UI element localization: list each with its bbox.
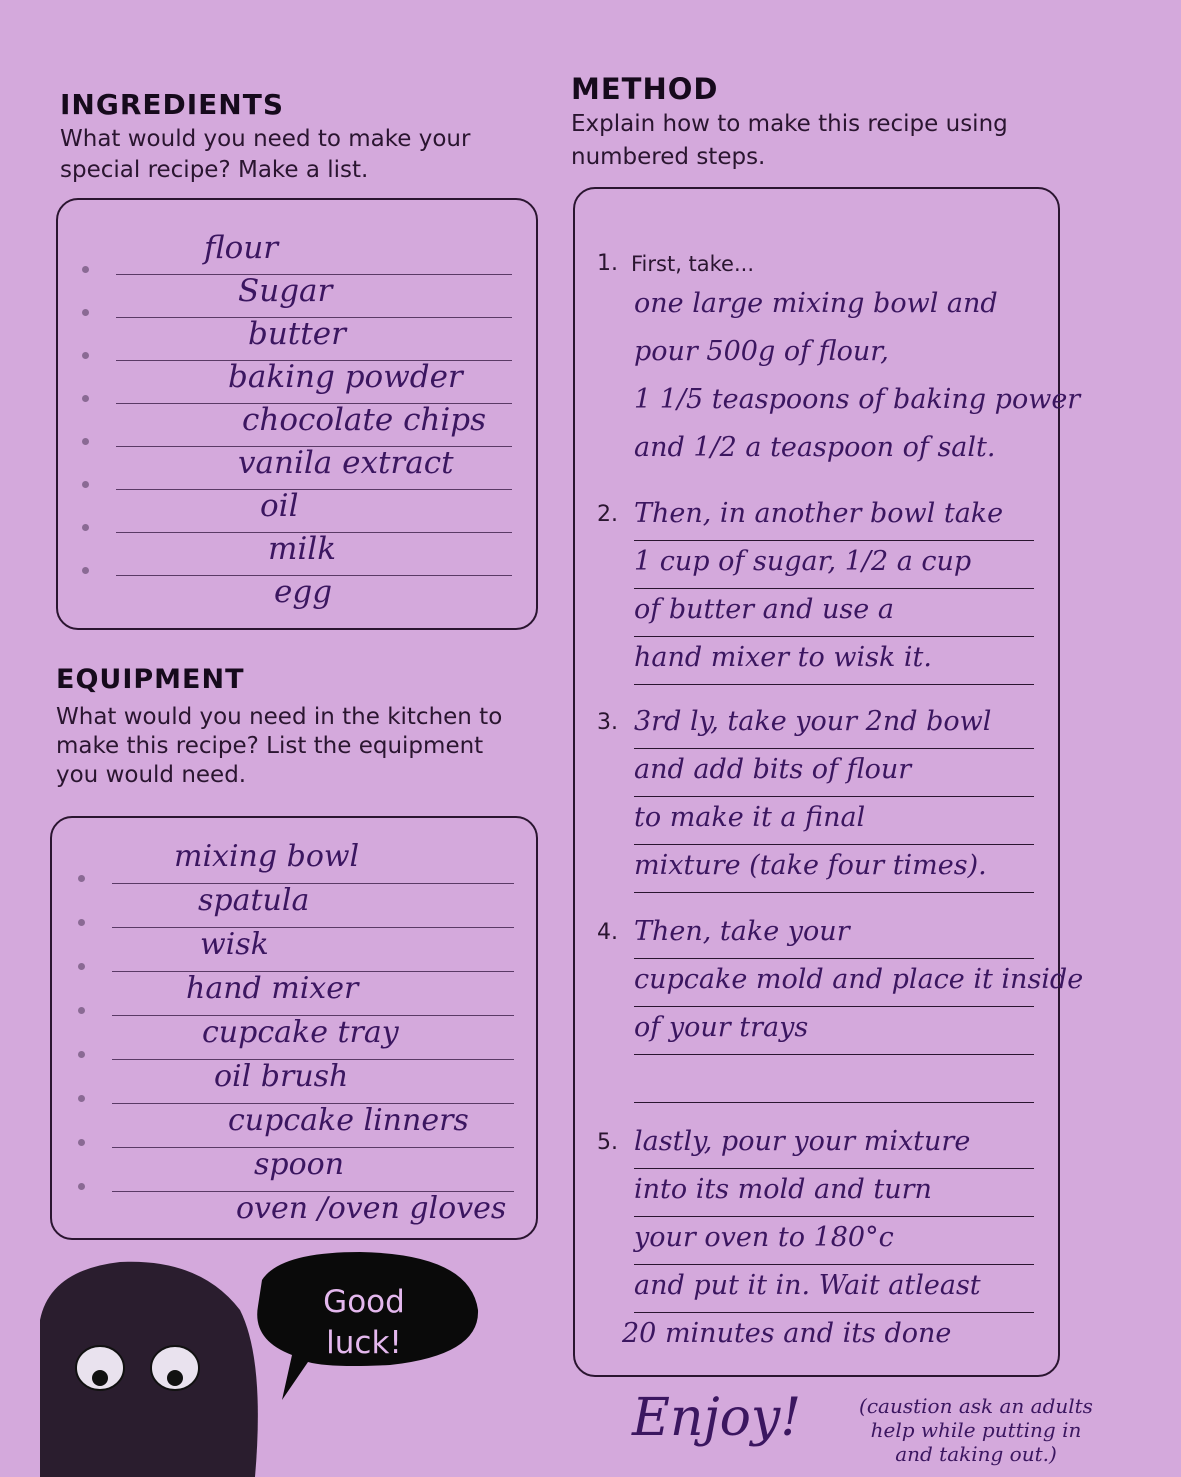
caution-line-1: (caustion ask an adults: [859, 1394, 1093, 1418]
bullet: [78, 1095, 85, 1102]
step-text: Then, in another bowl take: [634, 498, 1004, 529]
caution-note: [836, 1394, 1116, 1466]
equipment-item: wisk: [200, 927, 269, 962]
bullet: [78, 919, 85, 926]
step-text: and add bits of flour: [634, 754, 912, 785]
equipment-prompt: What would you need in the kitchen to make this recipe? List the equipment you would need.: [56, 704, 503, 788]
step-line: [634, 844, 1034, 845]
bullet: [82, 438, 89, 445]
step-line: [634, 1006, 1034, 1007]
enjoy-text: Enjoy!: [632, 1388, 802, 1448]
step-text: 1 cup of sugar, 1/2 a cup: [634, 546, 972, 577]
ingredients-item: vanila extract: [238, 445, 454, 481]
mascot-body: [40, 1262, 258, 1477]
step-line: [634, 1102, 1034, 1103]
step-line: [634, 1168, 1034, 1169]
step-text: one large mixing bowl and: [634, 288, 998, 319]
step-line: [634, 796, 1034, 797]
step-text: lastly, pour your mixture: [634, 1126, 971, 1157]
step-text: pour 500g of flour,: [634, 336, 889, 367]
ingredients-item: egg: [274, 574, 333, 610]
step-line: [634, 1264, 1034, 1265]
writing-line: [116, 489, 512, 490]
caution-line-3: and taking out.): [895, 1442, 1057, 1466]
ingredients-item: flour: [204, 230, 279, 266]
step-text: and 1/2 a teaspoon of salt.: [634, 432, 996, 463]
step-text: of butter and use a: [634, 594, 894, 625]
bullet: [78, 1183, 85, 1190]
bullet: [78, 1007, 85, 1014]
ingredients-item: Sugar: [238, 273, 333, 309]
step-number: 3.: [597, 710, 618, 735]
step-text: your oven to 180°c: [634, 1222, 894, 1253]
speech-line-1: Good: [323, 1284, 405, 1320]
writing-line: [112, 883, 514, 884]
bullet: [78, 1139, 85, 1146]
bullet: [82, 567, 89, 574]
bullet: [78, 875, 85, 882]
step-line: [634, 748, 1034, 749]
ingredients-prompt: What would you need to make your special recipe? Make a list.: [60, 126, 471, 183]
mascot-pupil-left: [92, 1370, 108, 1386]
speech-line-2: luck!: [326, 1325, 402, 1361]
bullet: [82, 524, 89, 531]
speech-text: [300, 1282, 428, 1364]
bullet: [82, 352, 89, 359]
equipment-item: spatula: [198, 883, 310, 918]
step-text: 3rd ly, take your 2nd bowl: [634, 706, 992, 737]
ingredients-item: milk: [268, 531, 337, 567]
bullet: [82, 309, 89, 316]
ingredients-item: butter: [248, 316, 346, 352]
step-text: and put it in. Wait atleast: [634, 1270, 981, 1301]
step-text: Then, take your: [634, 916, 850, 947]
step-line: [634, 684, 1034, 685]
bullet: [78, 1051, 85, 1058]
step-1-starter: First, take...: [631, 252, 755, 276]
equipment-heading: EQUIPMENT: [56, 664, 245, 695]
ingredients-item: oil: [260, 488, 299, 524]
equipment-item: oven /oven gloves: [236, 1191, 507, 1226]
ingredients-heading: INGREDIENTS: [60, 88, 285, 121]
step-line: [634, 540, 1034, 541]
step-line: [634, 892, 1034, 893]
step-text: 1 1/5 teaspoons of baking power: [634, 384, 1081, 415]
bullet: [82, 266, 89, 273]
step-line: [634, 636, 1034, 637]
step-line: [634, 1054, 1034, 1055]
step-line: [634, 588, 1034, 589]
equipment-item: oil brush: [214, 1059, 349, 1094]
equipment-item: mixing bowl: [174, 839, 360, 874]
ingredients-item: chocolate chips: [242, 402, 487, 438]
writing-line: [112, 927, 514, 928]
step-number: 2.: [597, 502, 618, 527]
step-number: 5.: [597, 1130, 618, 1155]
step-text: hand mixer to wisk it.: [634, 642, 932, 673]
equipment-item: cupcake tray: [202, 1015, 399, 1050]
method-prompt: Explain how to make this recipe using numbered steps.: [571, 111, 1008, 170]
step-text: of your trays: [634, 1012, 809, 1043]
step-number: 4.: [597, 920, 618, 945]
mascot-pupil-right: [167, 1370, 183, 1386]
step-line: [634, 1312, 1034, 1313]
step-text: cupcake mold and place it inside: [634, 964, 1084, 995]
step-text: into its mold and turn: [634, 1174, 932, 1205]
equipment-item: cupcake linners: [228, 1103, 469, 1138]
bullet: [82, 395, 89, 402]
equipment-item: hand mixer: [186, 971, 359, 1006]
equipment-item: spoon: [254, 1147, 345, 1182]
ingredients-item: baking powder: [228, 359, 463, 395]
step-text: mixture (take four times).: [634, 850, 987, 881]
step-line: [634, 958, 1034, 959]
step-line: [634, 1216, 1034, 1217]
step-text: 20 minutes and its done: [622, 1318, 952, 1349]
bullet: [78, 963, 85, 970]
method-heading: METHOD: [571, 72, 719, 106]
bullet: [82, 481, 89, 488]
step-text: to make it a final: [634, 802, 866, 833]
step-number: 1.: [597, 251, 618, 276]
caution-line-2: help while putting in: [870, 1418, 1082, 1442]
